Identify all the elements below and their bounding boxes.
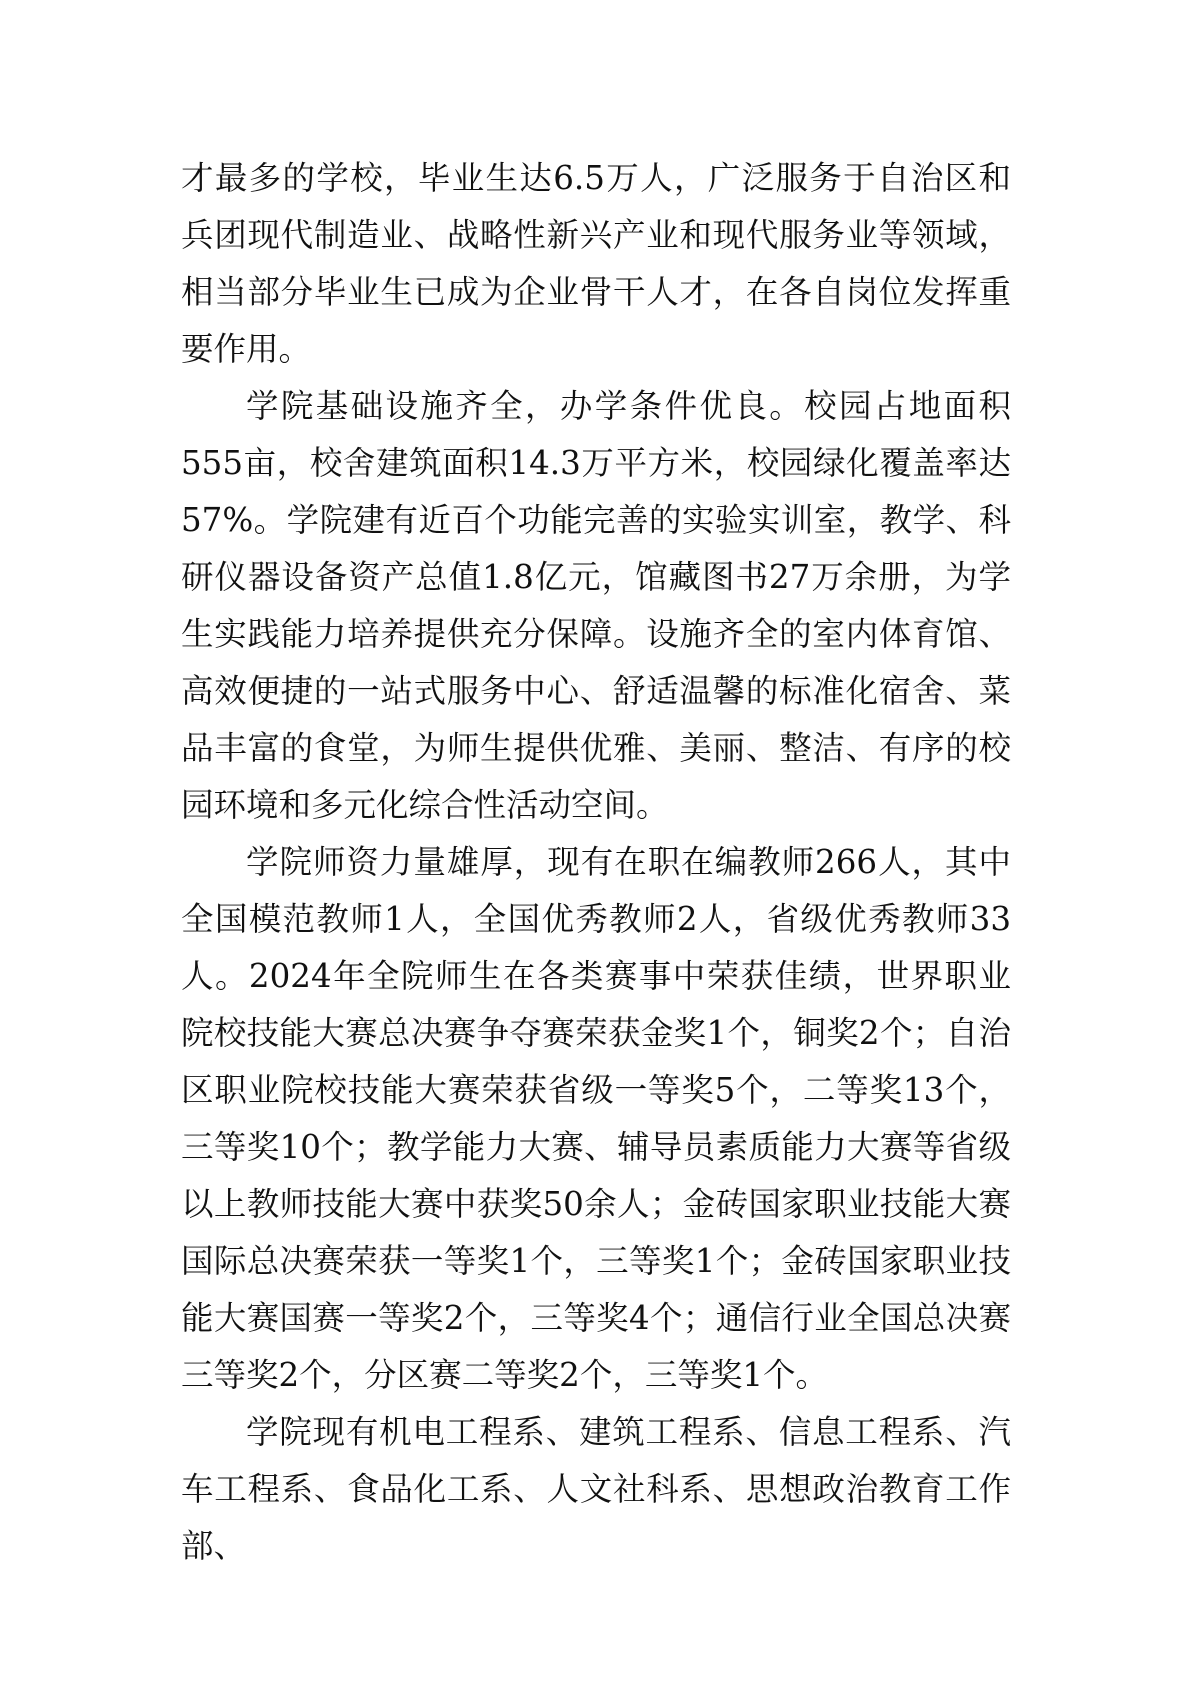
paragraph-departments: 学院现有机电工程系、建筑工程系、信息工程系、汽车工程系、食品化工系、人文社科系、思想政治教育工作部、 [181,1413,1011,1565]
paragraph-faculty-awards: 学院师资力量雄厚，现有在职在编教师266人，其中全国模范教师1人，全国优秀教师2人，省级优秀教师33人。2024年全院师生在各类赛事中荣获佳绩，世界职业院校技能大赛总决赛争夺赛荣获金奖1个，铜奖2个；自治区职业院校技能大赛荣获省级一等奖5个，二等奖13个，三等奖10个；教学能力大赛、辅导员素质能力大赛等省级以上教师技能大赛中获奖50余人；金砖国家职业技能大赛国际总决赛荣获一等奖1个，三等奖1个；金砖国家职业技能大赛国赛一等奖2个，三等奖4个；通信行业全国总决赛三等奖2个，分区赛二等奖2个，三等奖1个。 [181,843,1011,1394]
paragraph-facilities: 学院基础设施齐全，办学条件优良。校园占地面积555亩，校舍建筑面积14.3万平方米，校园绿化覆盖率达57%。学院建有近百个功能完善的实验实训室，教学、科研仪器设备资产总值1.8亿元，馆藏图书27万余册，为学生实践能力培养提供充分保障。设施齐全的室内体育馆、高效便捷的一站式服务中心、舒适温馨的标准化宿舍、菜品丰富的食堂，为师生提供优雅、美丽、整洁、有序的校园环境和多元化综合性活动空间。 [181,387,1011,824]
paragraph-graduates: 才最多的学校，毕业生达6.5万人，广泛服务于自治区和兵团现代制造业、战略性新兴产业和现代服务业等领域，相当部分毕业生已成为企业骨干人才，在各自岗位发挥重要作用。 [181,159,1011,368]
document-body [181,150,1011,1575]
